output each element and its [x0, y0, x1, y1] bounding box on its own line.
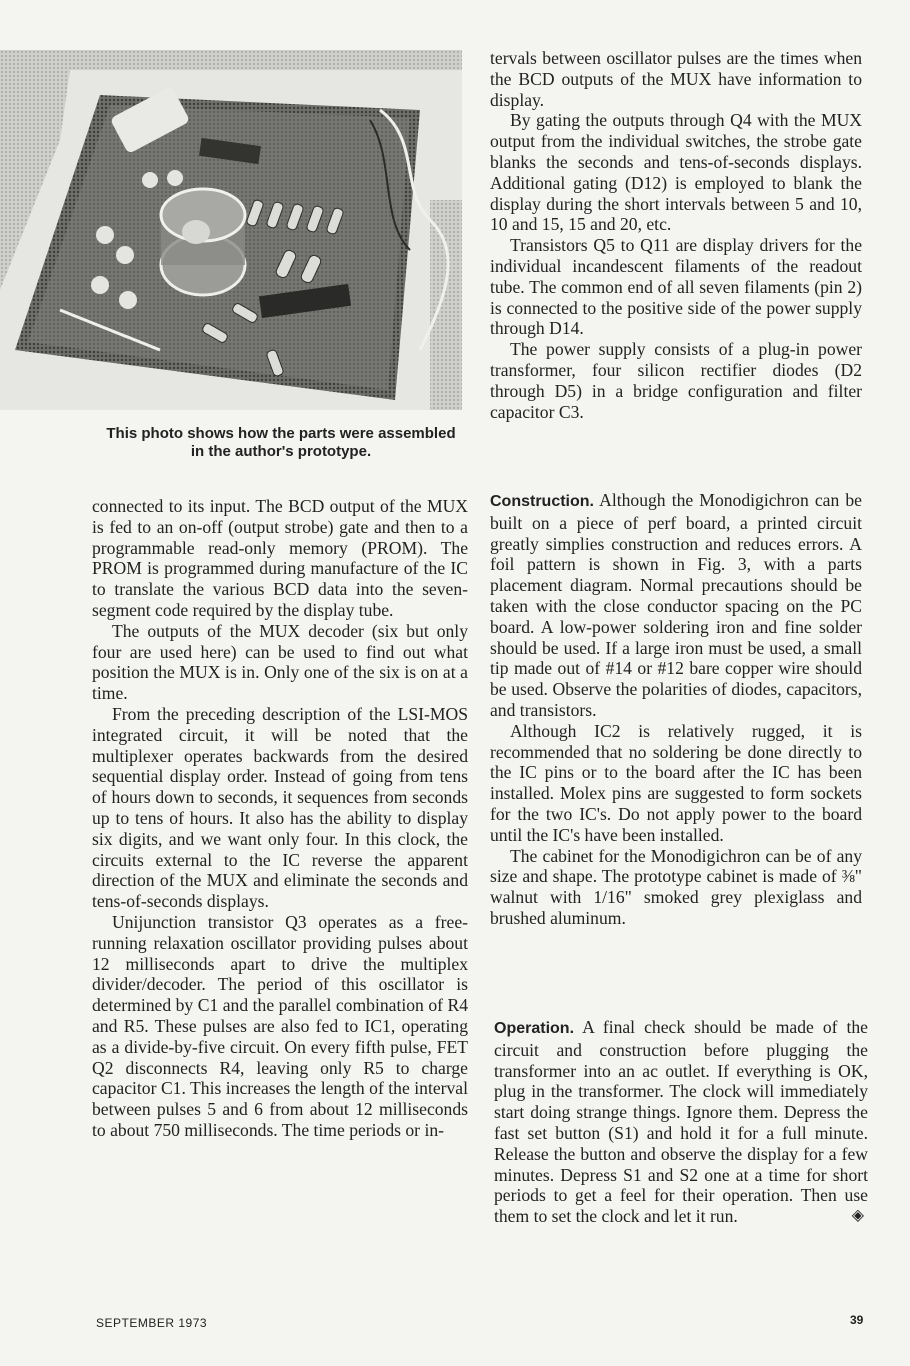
paragraph: tervals between oscillator pulses are the times when the BCD outputs of the MUX have information to display.	[490, 48, 862, 110]
page-number: 39	[850, 1313, 864, 1327]
right-column-text	[490, 48, 862, 422]
paragraph: By gating the outputs through Q4 with the MUX output from the individual switches, the strobe gate blanks the seconds and tens-of-seconds displays. Additional gating (D12) is employed to blank the display during the short intervals between 5 and 10, 10 and 15, 15 and 20, etc.	[490, 110, 862, 235]
paragraph: The outputs of the MUX decoder (six but only four are used here) can be used to find out what position the MUX is in. Only one of the six is on at a time.	[92, 620, 468, 704]
construction-heading: Construction.	[490, 493, 594, 510]
construction-text: Although the Monodigichron can be built on a piece of perf board, a printed circuit greatly simplies construction and reduces errors. A foil pattern is shown in Fig. 3, with a parts placement diagram. Normal precautions should be taken with the close conductor spacing on the PC board. A low-power soldering iron and fine solder should be used. If a large iron must be used, a small tip made out of #14 or #12 bare copper wire should be used. Observe the polarities of diodes, capacitors, and transistors.	[490, 490, 862, 720]
left-column-text	[92, 496, 468, 1141]
paragraph: Unijunction transistor Q3 operates as a free-running relaxation oscillator providing pulses about 12 milliseconds apart to drive the multiplex divider/decoder. The period of this oscillator is determined by C1 and the parallel combination of R4 and R5. These pulses are also fed to IC1, operating as a divide-by-five circuit. On every fifth pulse, FET Q2 disconnects R4, leaving only R5 to charge capacitor C1. This increases the length of the interval between pulses 5 and 6 from about 12 milliseconds to about 750 milliseconds. The time periods or in-	[92, 911, 468, 1140]
operation-heading: Operation.	[494, 1020, 575, 1037]
paragraph: Transistors Q5 to Q11 are display drivers for the individual incandescent filaments of the readout tube. The common end of all seven filaments (pin 2) is connected to the positive side of the power supply through D14.	[490, 235, 862, 339]
end-mark-icon: ◈	[851, 1207, 864, 1225]
paragraph	[494, 1017, 868, 1227]
paragraph: The power supply consists of a plug-in power transformer, four silicon rectifier diodes (D2 through D5) in a bridge configuration and filter capacitor C3.	[490, 339, 862, 422]
paragraph	[490, 490, 862, 721]
issue-date: SEPTEMBER 1973	[96, 1316, 208, 1330]
paragraph: The cabinet for the Monodigichron can be of any size and shape. The prototype cabinet is made of ⅜" walnut with 1/16" smoked grey plexiglass and brushed aluminum.	[490, 845, 862, 928]
photo-caption: This photo shows how the parts were assembled in the author's prototype.	[106, 425, 456, 460]
operation-text: A final check should be made of the circuit and construction before plugging the transformer into an ac outlet. If everything is OK, plug in the transformer. The clock will immediately start doing strange things. Ignore them. Depress the fast set button (S1) and hold it for a full minute. Release the button and observe the display for a few minutes. Depress S1 and S2 one at a time for short periods to get a feel for their operation. Then use them to set the clock and let it run.	[494, 1017, 868, 1227]
prototype-photo	[0, 50, 462, 410]
paragraph: Although IC2 is relatively rugged, it is recommended that no soldering be done directly to the IC pins or to the board after the IC has been installed. Molex pins are suggested to form sockets for the two IC's. Do not apply power to the board until the IC's have been installed.	[490, 720, 862, 845]
paragraph: connected to its input. The BCD output of the MUX is fed to an on-off (output strobe) gate and then to a programmable read-only memory (PROM). The PROM is programmed during manufacture of the IC to translate the various BCD data into the seven-segment code required by the display tube.	[92, 496, 468, 620]
construction-section	[490, 490, 862, 929]
paragraph: From the preceding description of the LSI-MOS integrated circuit, it will be noted that the multiplexer operates backwards from the desired sequential display order. Instead of going from tens of hours down to seconds, it sequences from seconds up to tens of hours. It also has the ability to display six digits, and we want only four. In this clock, the circuits external to the IC reverse the apparent direction of the MUX and eliminate the seconds and tens-of-seconds displays.	[92, 703, 468, 912]
operation-section	[494, 1017, 868, 1227]
